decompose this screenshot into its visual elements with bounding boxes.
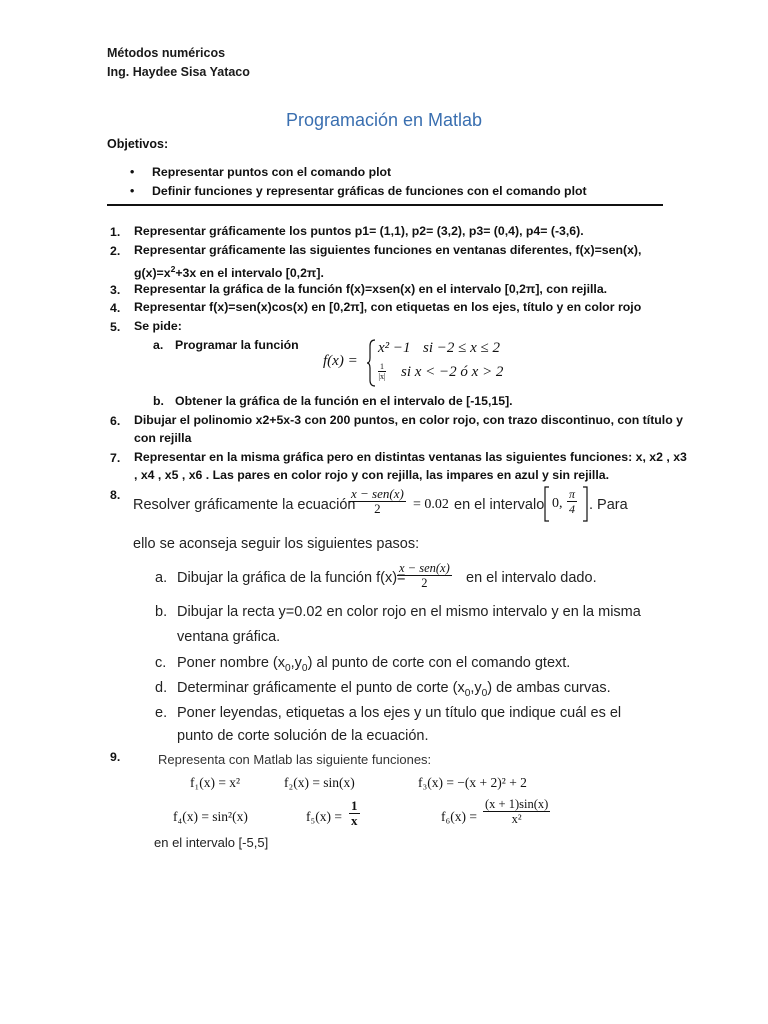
eq8a-fraction: [397, 561, 452, 590]
piecewise-equation: [323, 338, 543, 388]
case2-num: 1: [380, 362, 384, 371]
sub-x0-d: 0: [464, 687, 471, 699]
exercise-number-1: 1.: [110, 225, 121, 239]
exercise-number-9: 9.: [110, 750, 121, 764]
function-f5-frac: [349, 799, 360, 828]
exercise-number-3: 3.: [110, 283, 121, 297]
sub-y0-d: 0: [481, 687, 488, 699]
case1-cond: si −2 ≤ x ≤ 2: [423, 340, 500, 356]
exercise-8-intro-a: Resolver gráficamente la ecuación: [133, 497, 356, 513]
exercise-6-line2: con rejilla: [134, 431, 192, 445]
bracket-lines: [543, 486, 589, 522]
exercise-8d-post: ) de ambas curvas.: [487, 680, 611, 696]
exercise-8b-line1: Dibujar la recta y=0.02 en color rojo en el mismo intervalo y en la misma: [177, 604, 641, 620]
eq8-rhs: = 0.02: [413, 497, 449, 512]
case2-cond: si x < −2 ó x > 2: [401, 364, 504, 380]
function-f3: f₃(x) = −(x + 2)² + 2: [418, 775, 527, 790]
exercise-5a-label: a.: [153, 338, 164, 352]
bullet-1: •: [130, 165, 135, 179]
case2-den: |x|: [378, 372, 386, 381]
function-f2: f₂(x) = sin(x): [284, 775, 355, 790]
exercise-4: Representar f(x)=sen(x)cos(x) en [0,2π], con etiquetas en los ejes, título y en color rojo: [134, 300, 642, 314]
exercise-8d-mid: ,y: [470, 680, 482, 696]
exercise-8c-post: ) al punto de corte con el comando gtext.: [307, 655, 571, 671]
exercise-9-interval: en el intervalo [-5,5]: [154, 835, 269, 850]
exercise-2-rest: +3x en el intervalo [0,2π].: [175, 266, 324, 281]
interval-pi: π: [569, 487, 576, 501]
function-f5-lhs: f₅(x) =: [306, 809, 342, 824]
objective-item-2: Definir funciones y representar gráficas de funciones con el comando plot: [152, 184, 587, 198]
exercise-8b-line2: ventana gráfica.: [177, 629, 281, 645]
course-name: Métodos numéricos: [107, 46, 226, 60]
function-f6-lhs: f₆(x) =: [441, 809, 477, 824]
exercise-5b: Obtener la gráfica de la función en el intervalo de [-15,15].: [175, 394, 513, 408]
exercise-2-line1: Representar gráficamente las siguientes funciones en ventanas diferentes, f(x)=sen(x),: [134, 243, 642, 257]
exercise-8-intro-d: ello se aconseja seguir los siguientes pasos:: [133, 536, 420, 552]
exercise-9-intro: Representa con Matlab las siguiente funciones:: [158, 752, 432, 767]
exercise-8d-pre: Determinar gráficamente el punto de corte (x: [177, 680, 465, 696]
case1-expr: x² −1: [378, 340, 411, 356]
f6-den: x²: [511, 812, 522, 826]
interval-zero: 0,: [552, 496, 563, 511]
exercise-number-8: 8.: [110, 488, 121, 502]
exercise-8e-label: e.: [155, 705, 168, 721]
f6-num: (x + 1)sin(x): [485, 797, 549, 811]
exercise-7-line2: , x4 , x5 , x6 . Las pares en color rojo y con rejilla, las impares en azul y sin rejilla.: [134, 468, 610, 482]
exercise-5b-label: b.: [153, 394, 164, 408]
function-f1: f₁(x) = x²: [190, 775, 241, 790]
exercise-2-sup: 2: [170, 264, 176, 274]
brace: [367, 338, 377, 388]
divider: [107, 204, 663, 206]
exercise-2-g: g(x)=x: [134, 266, 171, 281]
exercise-5: Se pide:: [134, 319, 182, 333]
exercise-8c-label: c.: [155, 655, 167, 671]
exercise-8d-label: d.: [155, 680, 168, 696]
eq8-num: x − sen(x): [351, 486, 404, 501]
exercise-8a-post: en el intervalo dado.: [466, 570, 597, 586]
exercise-7-line1: Representar en la misma gráfica pero en distintas ventanas las siguientes funciones: x, x2 , x3: [134, 450, 687, 464]
exercise-number-4: 4.: [110, 301, 121, 315]
exercise-8b-label: b.: [155, 604, 168, 620]
exercise-number-2: 2.: [110, 244, 121, 258]
exercise-8a-pre: Dibujar la gráfica de la función f(x)=: [177, 570, 406, 586]
exercise-8c-pre: Poner nombre (x: [177, 655, 285, 671]
exercise-8a-label: a.: [155, 570, 168, 586]
sub-y0: 0: [301, 662, 308, 674]
objective-item-1: Representar puntos con el comando plot: [152, 165, 392, 179]
eq8-den: 2: [374, 501, 381, 516]
exercise-number-6: 6.: [110, 414, 121, 428]
eq8a-num: x − sen(x): [399, 561, 450, 575]
exercise-2-line2: [134, 261, 324, 283]
bullet-2: •: [130, 184, 135, 198]
exercise-8e-line2: punto de corte solución de la ecuación.: [177, 728, 429, 744]
exercise-5a: Programar la función: [175, 338, 299, 352]
exercise-number-5: 5.: [110, 320, 121, 334]
exercise-8-intro-b: en el intervalo: [454, 497, 545, 513]
exercise-1: Representar gráficamente los puntos p1= (1,1), p2= (3,2), p3= (0,4), p4= (-3,6).: [134, 224, 584, 238]
sub-x0: 0: [285, 662, 291, 674]
exercise-3: Representar la gráfica de la función f(x)=xsen(x) en el intervalo [0,2π], con rejilla.: [134, 282, 608, 296]
interval-four: 4: [569, 502, 575, 516]
page-title: Programación en Matlab: [285, 110, 483, 130]
exercise-8c-mid: ,y: [290, 655, 302, 671]
eq8a-den: 2: [421, 576, 428, 590]
objectives-heading: Objetivos:: [107, 137, 169, 151]
interval-bracket: [543, 486, 589, 522]
f5-den: x: [351, 813, 358, 828]
exercise-8e-line1: Poner leyendas, etiquetas a los ejes y un título que indique cuál es el: [177, 705, 622, 721]
author-name: Ing. Haydee Sisa Yataco: [107, 65, 250, 79]
function-f6-frac: [483, 797, 550, 826]
exercise-number-7: 7.: [110, 451, 121, 465]
f5-num: 1: [351, 798, 358, 813]
eq8-fraction: [349, 487, 406, 516]
exercise-6-line1: Dibujar el polinomio x2+5x-3 con 200 puntos, en color rojo, con trazo discontinuo, con título y: [134, 413, 683, 427]
exercise-8-intro-c: . Para: [589, 497, 628, 513]
piecewise-lhs: f(x) =: [323, 353, 358, 369]
function-f4: f₄(x) = sin²(x): [173, 809, 248, 824]
case2-frac: [378, 362, 386, 381]
